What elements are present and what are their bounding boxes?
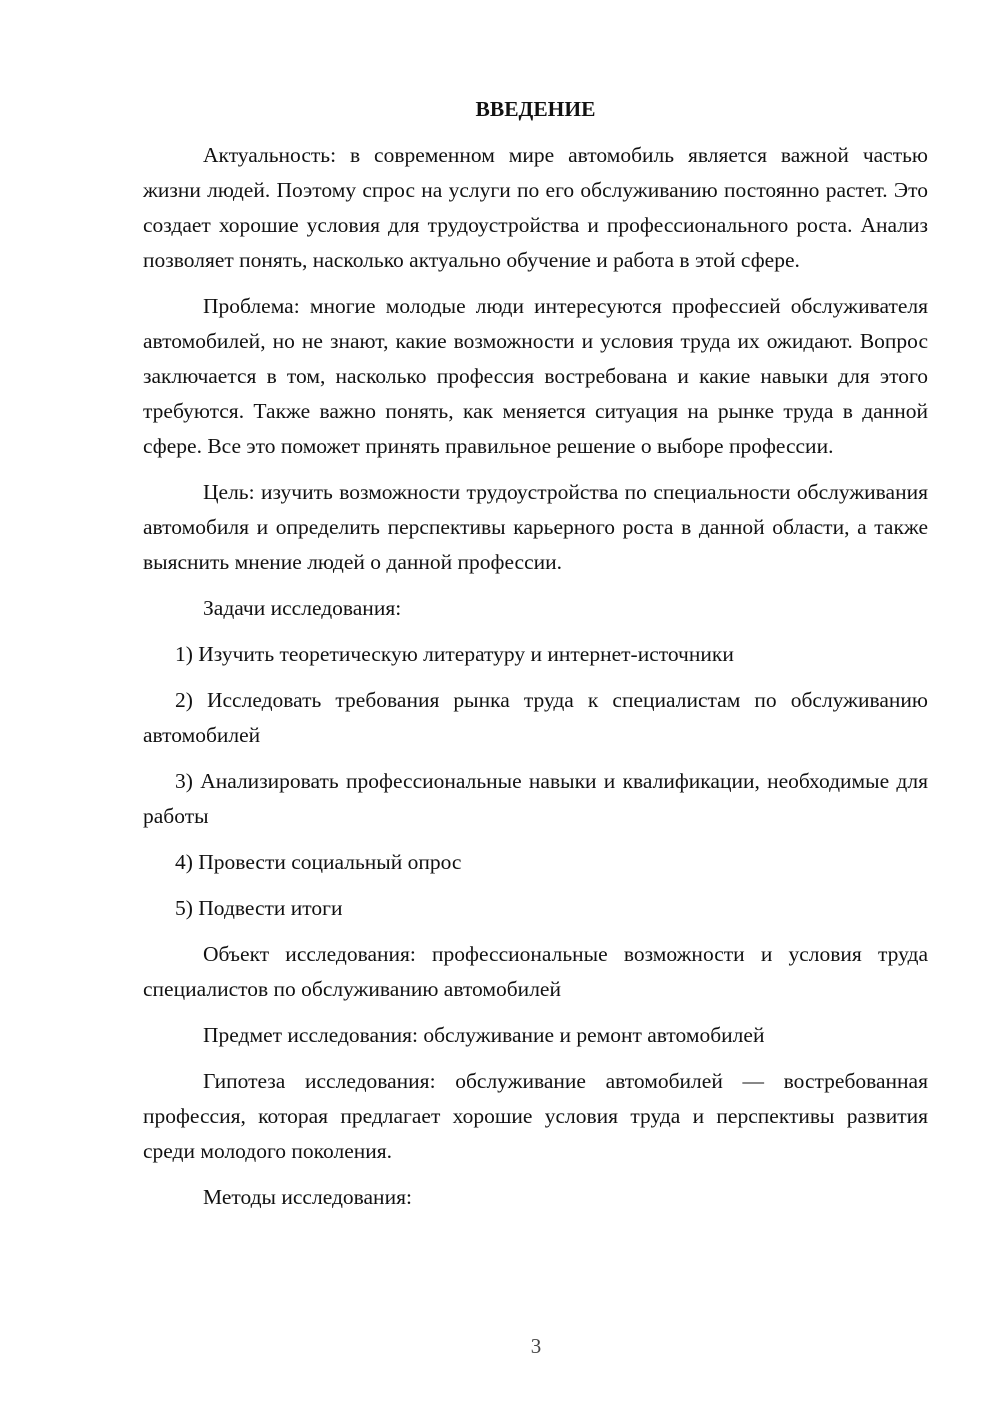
- task-item-5: 5) Подвести итоги: [175, 896, 343, 920]
- page-number: 3: [530, 1334, 542, 1358]
- methods-heading: Методы исследования:: [203, 1185, 412, 1209]
- problem-paragraph: Проблема: многие молодые люди интересуются профессией обслуживателя автомобилей, но не знают, какие возможности и условия труда их ожидают. Вопрос заключается в том, насколько профессия востребована и какие навыки для этого требуются. Также важно понять, как меняется ситуация на рынке труда в данной сфере. Все это поможет принять правильное решение о выборе профессии.: [143, 294, 928, 458]
- goal-paragraph: Цель: изучить возможности трудоустройства по специальности обслуживания автомобиля и определить перспективы карьерного роста в данной области, а также выяснить мнение людей о данной профессии.: [143, 480, 928, 574]
- subject-paragraph: Предмет исследования: обслуживание и ремонт автомобилей: [203, 1023, 765, 1047]
- task-item-2: 2) Исследовать требования рынка труда к специалистам по обслуживанию автомобилей: [143, 688, 928, 747]
- task-item-4: 4) Провести социальный опрос: [175, 850, 462, 874]
- tasks-heading: Задачи исследования:: [203, 596, 402, 620]
- page-content: [143, 92, 928, 1226]
- object-paragraph: Объект исследования: профессиональные возможности и условия труда специалистов по обслуживанию автомобилей: [143, 942, 928, 1001]
- task-item-1: 1) Изучить теоретическую литературу и интернет-источники: [175, 642, 734, 666]
- task-item-3: 3) Анализировать профессиональные навыки и квалификации, необходимые для работы: [143, 769, 928, 828]
- section-title: ВВЕДЕНИЕ: [475, 97, 596, 121]
- hypothesis-paragraph: Гипотеза исследования: обслуживание автомобилей — востребованная профессия, которая предлагает хорошие условия труда и перспективы развития среди молодого поколения.: [143, 1069, 928, 1163]
- relevance-paragraph: Актуальность: в современном мире автомобиль является важной частью жизни людей. Поэтому спрос на услуги по его обслуживанию постоянно растет. Это создает хорошие условия для трудоустройства и профессионального роста. Анализ позволяет понять, насколько актуально обучение и работа в этой сфере.: [143, 143, 928, 272]
